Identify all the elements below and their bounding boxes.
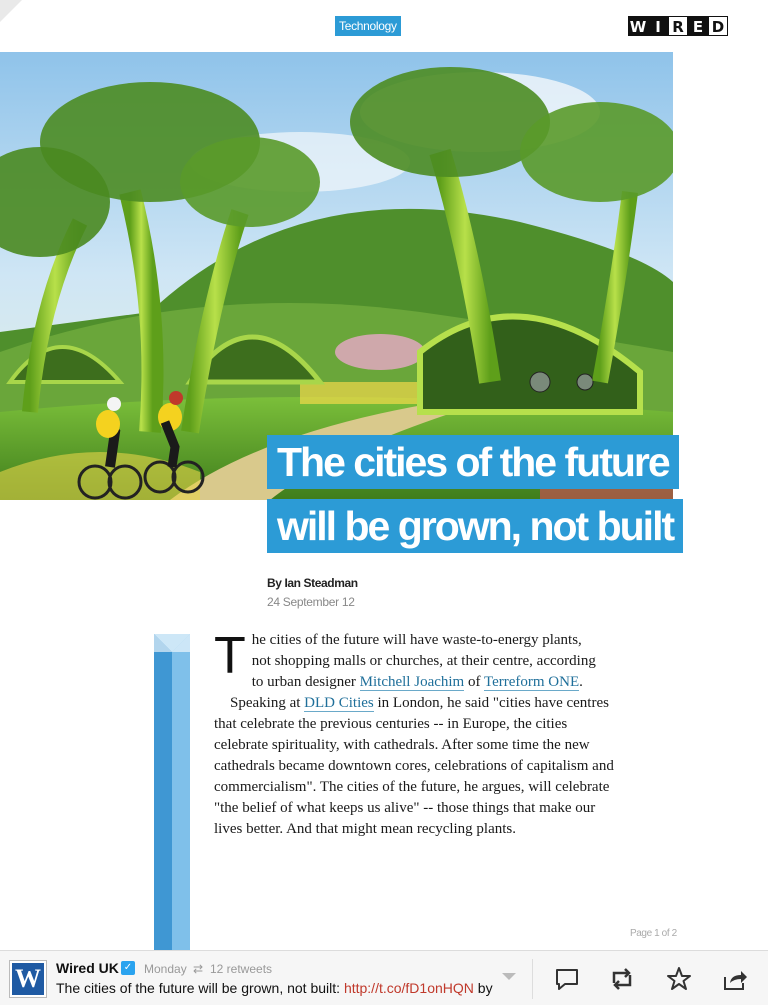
article-body xyxy=(214,627,620,840)
wired-logo xyxy=(628,16,728,36)
hero-image xyxy=(0,52,673,500)
divider xyxy=(532,959,533,999)
headline-line: will be grown, not built xyxy=(267,499,683,553)
headline-line: The cities of the future xyxy=(267,435,679,489)
twitter-bird-icon: ✓ xyxy=(121,961,135,975)
text-line: not shopping malls or churches, at their centre, according xyxy=(251,653,596,669)
logo-letter: E xyxy=(688,16,708,36)
link-dld-cities[interactable]: DLD Cities xyxy=(304,695,374,711)
logo-letter: D xyxy=(708,16,728,36)
share-icon[interactable] xyxy=(721,965,749,993)
tweet-author[interactable]: Wired UK xyxy=(56,960,119,976)
star-icon[interactable] xyxy=(665,965,693,993)
text-line: to urban designer Mitchell Joachim of Terreform ONE. xyxy=(251,674,583,690)
article-headline xyxy=(267,435,674,563)
paragraph: Speaking at DLD Cities in London, he said "cities have centres that celebrate the previous centuries -- in Europe, the cities celebrate spirituality, with cathedrals. After some time the new cathedrals became downtown cores, celebrations of capitalism and commercialism". The cities of the future, he argues, will celebrate "the belief of what keeps us alive" -- those things that make our lives better. And that might mean recycling plants. xyxy=(214,695,614,837)
drop-cap: T xyxy=(214,627,246,685)
link-mitchell-joachim[interactable]: Mitchell Joachim xyxy=(359,674,465,690)
retweet-icon[interactable] xyxy=(608,965,636,993)
tweet-text: The cities of the future will be grown, not built: http://t.co/fD1onHQN by xyxy=(56,980,493,996)
tweet-link[interactable]: http://t.co/fD1onHQN xyxy=(343,980,474,996)
chevron-down-icon[interactable] xyxy=(502,973,516,980)
avatar[interactable]: W xyxy=(10,961,46,997)
text-line: he cities of the future will have waste-to-energy plants, xyxy=(251,632,582,648)
paragraph xyxy=(214,627,620,693)
accent-ribbon xyxy=(154,634,190,950)
logo-letter: I xyxy=(648,16,668,36)
link-terreform-one[interactable]: Terreform ONE xyxy=(483,674,580,690)
tweet-time: Monday xyxy=(144,962,187,976)
retweet-count-icon: ⇄ xyxy=(193,962,204,976)
tweet-bar[interactable] xyxy=(0,950,768,1005)
byline: By Ian Steadman xyxy=(267,576,358,590)
publish-date: 24 September 12 xyxy=(267,595,355,609)
logo-letter: R xyxy=(668,16,688,36)
section-tag[interactable]: Technology xyxy=(335,16,401,36)
logo-letter: W xyxy=(629,18,647,36)
reply-icon[interactable] xyxy=(553,965,581,993)
retweet-count: 12 retweets xyxy=(210,962,273,976)
page-corner-fold[interactable] xyxy=(0,0,22,22)
page-indicator: Page 1 of 2 xyxy=(630,928,677,939)
